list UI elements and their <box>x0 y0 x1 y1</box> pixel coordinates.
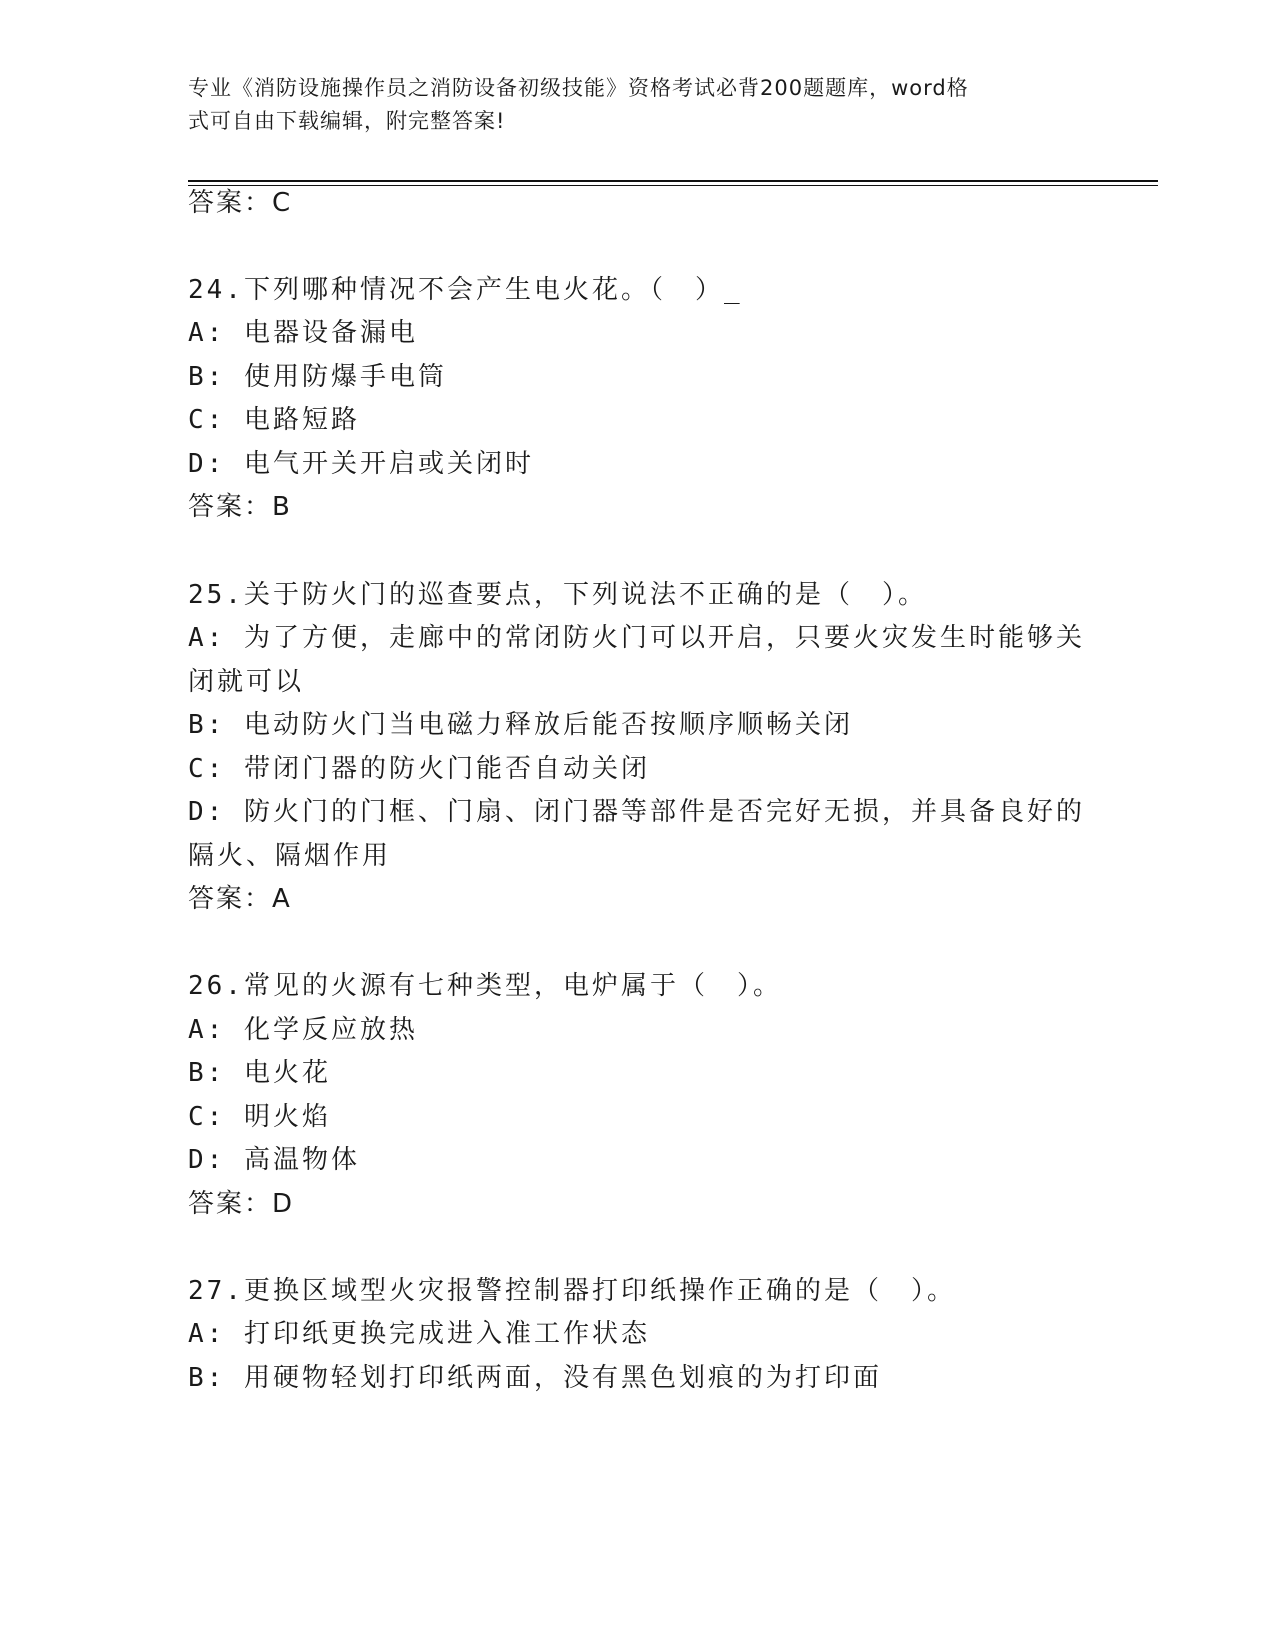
question-26-option-d: D: 高温物体 <box>188 1145 360 1175</box>
question-25-option-b: B: 电动防火门当电磁力释放后能否按顺序顺畅关闭 <box>188 710 853 740</box>
header-line-1: 专业《消防设施操作员之消防设备初级技能》资格考试必背200题题库，word格 <box>188 76 969 100</box>
question-25-stem: 25.关于防火门的巡查要点，下列说法不正确的是（ ）。 <box>188 580 927 610</box>
question-25-option-a-line-2: 闭就可以 <box>188 667 305 697</box>
question-24-option-d: D: 电气开关开启或关闭时 <box>188 449 534 479</box>
answer-q23: 答案：C <box>188 188 293 218</box>
answer-q26: 答案：D <box>188 1189 295 1219</box>
header-divider-thick <box>188 180 1158 182</box>
answer-q24: 答案：B <box>188 492 292 522</box>
header-line-2: 式可自由下载编辑，附完整答案! <box>188 109 506 133</box>
question-25-option-a-line-1: A: 为了方便，走廊中的常闭防火门可以开启，只要火灾发生时能够关 <box>188 623 1085 653</box>
question-25-option-c: C: 带闭门器的防火门能否自动关闭 <box>188 754 650 784</box>
question-26-option-a: A: 化学反应放热 <box>188 1015 418 1045</box>
question-24-option-a: A: 电器设备漏电 <box>188 318 418 348</box>
question-26-option-b: B: 电火花 <box>188 1058 331 1088</box>
question-27-stem: 27.更换区域型火灾报警控制器打印纸操作正确的是（ ）。 <box>188 1276 956 1306</box>
question-27-option-a: A: 打印纸更换完成进入准工作状态 <box>188 1319 650 1349</box>
question-24-option-c: C: 电路短路 <box>188 405 360 435</box>
answer-q25: 答案：A <box>188 884 292 914</box>
question-24-stem: 24.下列哪种情况不会产生电火花。（ ）_ <box>188 275 743 305</box>
header-divider-thin <box>188 185 1158 186</box>
question-26-stem: 26.常见的火源有七种类型，电炉属于（ ）。 <box>188 971 782 1001</box>
question-26-option-c: C: 明火焰 <box>188 1102 331 1132</box>
question-24-option-b: B: 使用防爆手电筒 <box>188 362 447 392</box>
question-25-option-d-line-1: D: 防火门的门框、门扇、闭门器等部件是否完好无损，并具备良好的 <box>188 797 1085 827</box>
question-25-option-d-line-2: 隔火、隔烟作用 <box>188 841 392 871</box>
document-header <box>188 72 1088 138</box>
question-27-option-b: B: 用硬物轻划打印纸两面，没有黑色划痕的为打印面 <box>188 1363 882 1393</box>
